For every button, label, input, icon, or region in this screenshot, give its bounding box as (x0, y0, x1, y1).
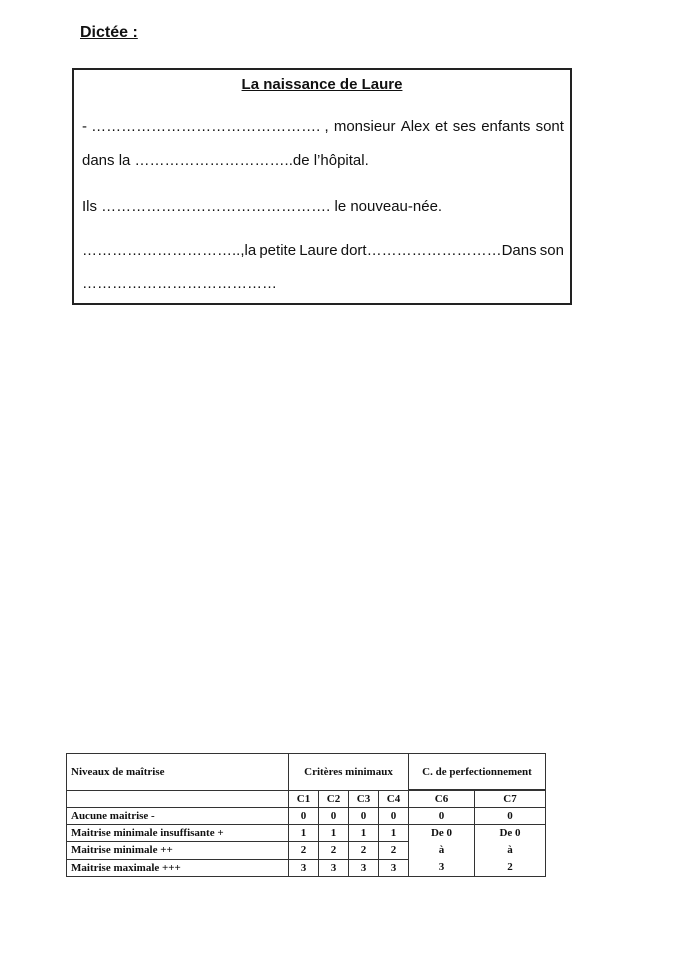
score-cell: 0 (409, 808, 475, 825)
word: Alex (400, 118, 430, 135)
dictation-line-5: ………………………………… (82, 275, 277, 292)
header-minimal: Critères minimaux (289, 754, 409, 791)
range-sep: à (507, 844, 513, 856)
range-start: De 0 (430, 827, 453, 839)
row-label: Aucune maitrise - (67, 808, 289, 825)
score-cell: 1 (289, 825, 319, 842)
dictation-title: La naissance de Laure (241, 76, 403, 93)
criterion-header: C4 (379, 791, 409, 808)
score-cell: 3 (349, 859, 379, 876)
score-cell: 0 (289, 808, 319, 825)
table-row (67, 825, 546, 842)
dictation-box (72, 68, 572, 305)
score-cell: 2 (289, 842, 319, 859)
range-end: 3 (438, 861, 445, 873)
score-cell: 2 (349, 842, 379, 859)
dictation-line-4 (82, 242, 564, 259)
word: enfants (481, 118, 531, 135)
dictation-line-2: dans la …………………………..de l’hôpital. (82, 152, 369, 169)
row-label: Maitrise minimale insuffisante + (67, 825, 289, 842)
score-cell: 0 (379, 808, 409, 825)
score-cell: 3 (289, 859, 319, 876)
dictation-blank: - ………………………………………. , (82, 118, 329, 135)
score-cell: 2 (319, 842, 349, 859)
table-row (67, 808, 546, 825)
score-cell: 0 (349, 808, 379, 825)
row-label: Maitrise maximale +++ (67, 859, 289, 876)
score-cell: 3 (379, 859, 409, 876)
score-cell: 1 (349, 825, 379, 842)
word: et (435, 118, 448, 135)
word: sont (535, 118, 564, 135)
score-cell: 1 (379, 825, 409, 842)
range-end: 2 (507, 861, 513, 873)
word: son (539, 242, 564, 259)
range-sep: à (438, 844, 445, 856)
criterion-header: C1 (289, 791, 319, 808)
word: dort………………………Dans (340, 242, 537, 259)
score-cell: 0 (475, 808, 546, 825)
score-cell: 3 (319, 859, 349, 876)
criterion-header: C6 (409, 791, 475, 808)
range-cell-c6 (409, 825, 475, 877)
header-perfection: C. de perfectionnement (409, 754, 546, 790)
empty-cell (67, 791, 289, 808)
range-start: De 0 (499, 827, 521, 839)
dictation-line-3: Ils ………………………………………. le nouveau-née. (82, 198, 443, 215)
word: monsieur (333, 118, 396, 135)
word: petite (259, 242, 297, 259)
word: ses (452, 118, 477, 135)
score-cell: 2 (379, 842, 409, 859)
dictation-line-1 (82, 118, 564, 135)
score-cell: 0 (319, 808, 349, 825)
row-label: Maitrise minimale ++ (67, 842, 289, 859)
grading-grid (66, 753, 546, 877)
score-cell: 1 (319, 825, 349, 842)
word: Laure (299, 242, 338, 259)
criterion-header: C2 (319, 791, 349, 808)
criterion-header: C3 (349, 791, 379, 808)
page-heading: Dictée : (80, 24, 138, 41)
range-cell-c7 (475, 825, 546, 877)
word: …………………………..,la (82, 242, 257, 259)
criterion-header: C7 (475, 791, 546, 808)
header-level: Niveaux de maîtrise (67, 754, 289, 791)
